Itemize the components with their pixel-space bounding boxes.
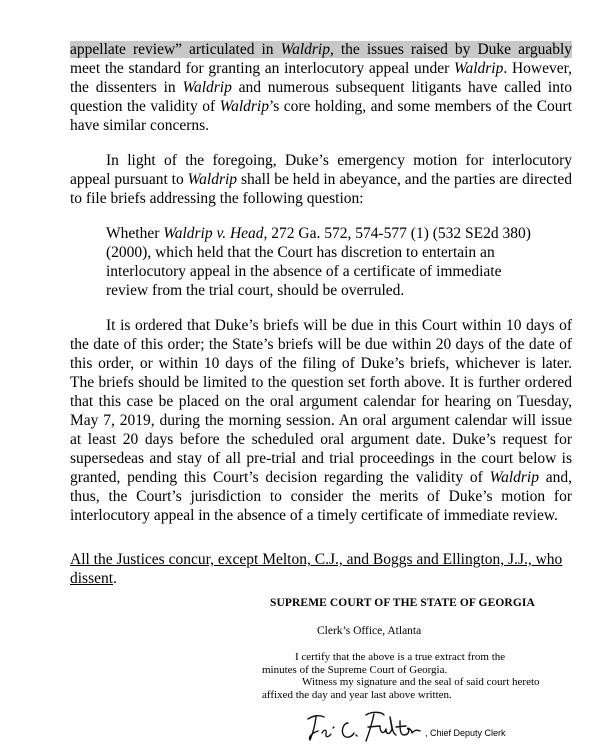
concurrence-statement: All the Justices concur, except Melton, C.J., and Boggs and Ellington, J.J., who dissent. (70, 551, 563, 587)
paragraph-order: It is ordered that Duke’s briefs will be due in this Court within 10 days of the date of this order; the State’s briefs will be due within 20 days of the date of this order, or within 10 days of the filing of Duke’s briefs, whichever is later. The briefs should be limited to the question set forth above. It is further ordered that this case be placed on the oral argument calendar for hearing on Tuesday, May 7, 2019, during the morning session. An oral argument calendar will issue at least 20 days before the scheduled oral argument date. Duke’s request for supersedeas and stay of all pre-trial and trial proceedings in the court below is granted, pending this Court’s decision regarding the validity of Waldrip and, thus, the Court’s jurisdiction to consider the merits of Duke’s motion for interlocutory appeal in the absence of a timely certificate of immediate review. (70, 317, 573, 524)
paragraph-abeyance: In light of the foregoing, Duke’s emergency motion for interlocutory appeal pursuant to Waldrip shall be held in abeyance, and the parties are directed to file briefs addressing the following question: (70, 152, 572, 207)
clerk-signature (300, 707, 430, 745)
clerk-office: Clerk’s Office, Atlanta (317, 625, 422, 637)
certification-block: I certify that the above is a true extract from the minutes of the Supreme Court of Georgia. Witness my signature and the seal of said court hereto affixed the day and year last above written. (262, 651, 540, 701)
paragraph-waldrip-standard: appellate review” articulated in Waldrip, the issues raised by Duke arguably meet the standard for granting an interlocutory appeal under Waldrip. However, the dissenters in Waldrip and numerous subsequent litigants have called into question the validity of Waldrip’s core holding, and some members of the Court have similar concerns. (70, 41, 573, 134)
signature-graphic (300, 707, 430, 745)
court-name: SUPREME COURT OF THE STATE OF GEORGIA (270, 597, 535, 609)
question-block: Whether Waldrip v. Head, 272 Ga. 572, 574-577 (1) (532 SE2d 380) (2000), which held that the Court has discretion to entertain an interlocutory appeal in the absence of a certificate of immediate review from the trial court, should be overruled. (106, 225, 531, 299)
highlighted-line: appellate review” articulated in Waldrip, the issues raised by Duke arguably (70, 41, 573, 58)
signer-title: , Chief Deputy Clerk (425, 728, 506, 738)
